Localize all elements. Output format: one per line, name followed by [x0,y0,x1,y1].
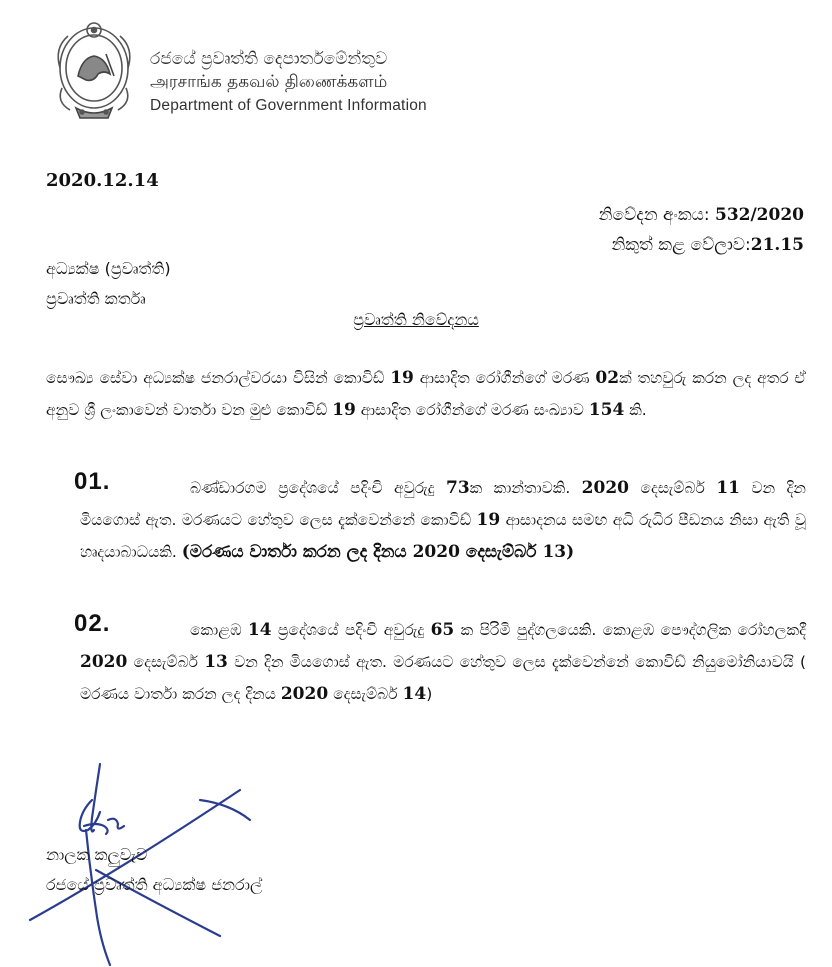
issued-time: 21.15 [750,235,804,255]
item-text-run: වන දින මියගොස් ඇත. මරණයට හේතුව ලෙස දැක්වෙන්නේ කොවිඩ් [80,479,806,529]
item-text [74,472,806,568]
item-reported-date: (මරණය වාර්තා කරන ලද දිනය 2020 දෙසැම්බර් 13) [181,542,575,562]
release-date: 2020.12.14 [46,170,159,191]
death-case-item [74,610,806,710]
document-heading: ප්‍රවෘත්ති නිවේදනය [353,310,479,329]
item-number-run: 14 [402,684,427,704]
addressee-1: අධ්‍යක්ෂ (ප්‍රවෘත්ති) [46,259,171,278]
notice-number-line [599,200,804,230]
letterhead [48,18,468,128]
item-text [74,614,806,710]
item-text-run: ) [426,685,433,703]
item-number-run: 13 [204,652,228,672]
item-number: 02. [74,610,111,637]
issued-time-label: නිකුත් කළ වේලාව: [611,235,751,255]
intro-number: 02 [595,368,620,388]
item-number-run: 2020 [581,478,629,498]
item-number: 01. [74,468,111,495]
item-number-run: 14 [247,620,272,640]
signatory-title: රජයේ ප්‍රවෘත්ති අධ්‍යක්ෂ ජනරාල් [46,875,263,894]
item-text-run: බණ්ඩාරගම ප්‍රදේශයේ පදිංචි අවුරුදු [190,479,446,497]
letterhead-text [150,48,427,117]
signatory [46,840,262,900]
death-case-item [74,468,807,568]
intro-text: ආසාදිත රෝගීන්ගේ මරණ සංඛ්‍යාව [355,401,589,419]
letterhead-english: Department of Government Information [150,97,427,114]
signatory-name: නාලක කලුවැව [46,845,148,864]
reference-block [599,200,804,260]
issued-time-line [599,230,804,260]
item-text-run: ක පිරිමි පුද්ගලයෙකි. කොළඹ පෞද්ගලික රෝහලකදී [454,621,806,639]
addressee-2: ප්‍රවෘත්ති කර්තෘ [46,289,146,308]
letterhead-tamil: அரசாங்க தகவல் திணைக்களம் [150,72,388,92]
item-number-run: 65 [430,620,455,640]
intro-text: සෞඛ්‍ය සේවා අධ්‍යක්ෂ ජනරාල්වරයා විසින් කොවිඩ් [46,369,391,387]
sri-lanka-emblem-icon [48,18,140,122]
intro-text: කි. [624,401,647,419]
item-number-run: 11 [716,478,740,498]
intro-number: 19 [390,368,414,388]
letterhead-sinhala: රජයේ ප්‍රවෘත්ති දෙපාර්තමේන්තුව [150,49,388,69]
intro-paragraph [46,362,806,426]
item-text-run: දෙසැම්බර් [127,653,205,671]
item-text-run: වන දින මියගොස් ඇත. මරණයට හේතුව ලෙස දැක්වෙන්නේ කොවිඩ් නියුමෝනියාවයි ( මරණය වාර්තා කරන ලද දිනය [80,653,806,703]
item-number-run: 19 [476,510,501,530]
intro-text: ආසාදිත රෝගීන්ගේ මරණ [413,369,596,387]
item-number-run: 2020 [280,684,329,704]
item-text-run: කොළඹ [190,621,248,639]
item-text-run: ආසාදනය සමඟ අධි රුධිර පීඩනය නිසා ඇති වූ හෘදයාබාධයකි. [80,511,807,561]
intro-text: ක් තහවුරු කරන ලද අතර ඒ අනුව ශ්‍රී ලංකාවෙන් වාර්තා වන මුළු කොවිඩ් [46,369,806,419]
item-text-run: දෙසැම්බර් [328,685,403,703]
item-text-run: ක කාන්තාවකි. [469,479,582,497]
addressees [46,254,171,314]
notice-number: 532/2020 [714,205,804,225]
item-text-run: දෙසැම්බර් [629,479,717,497]
item-number-run: 73 [445,478,470,498]
item-number-run: 2020 [80,652,128,672]
notice-number-label: නිවේදන අංකය: [598,205,710,225]
intro-number: 19 [332,400,356,420]
intro-number: 154 [588,400,625,420]
item-text-run: ප්‍රදේශයේ පදිංචි අවුරුදු [271,621,431,639]
